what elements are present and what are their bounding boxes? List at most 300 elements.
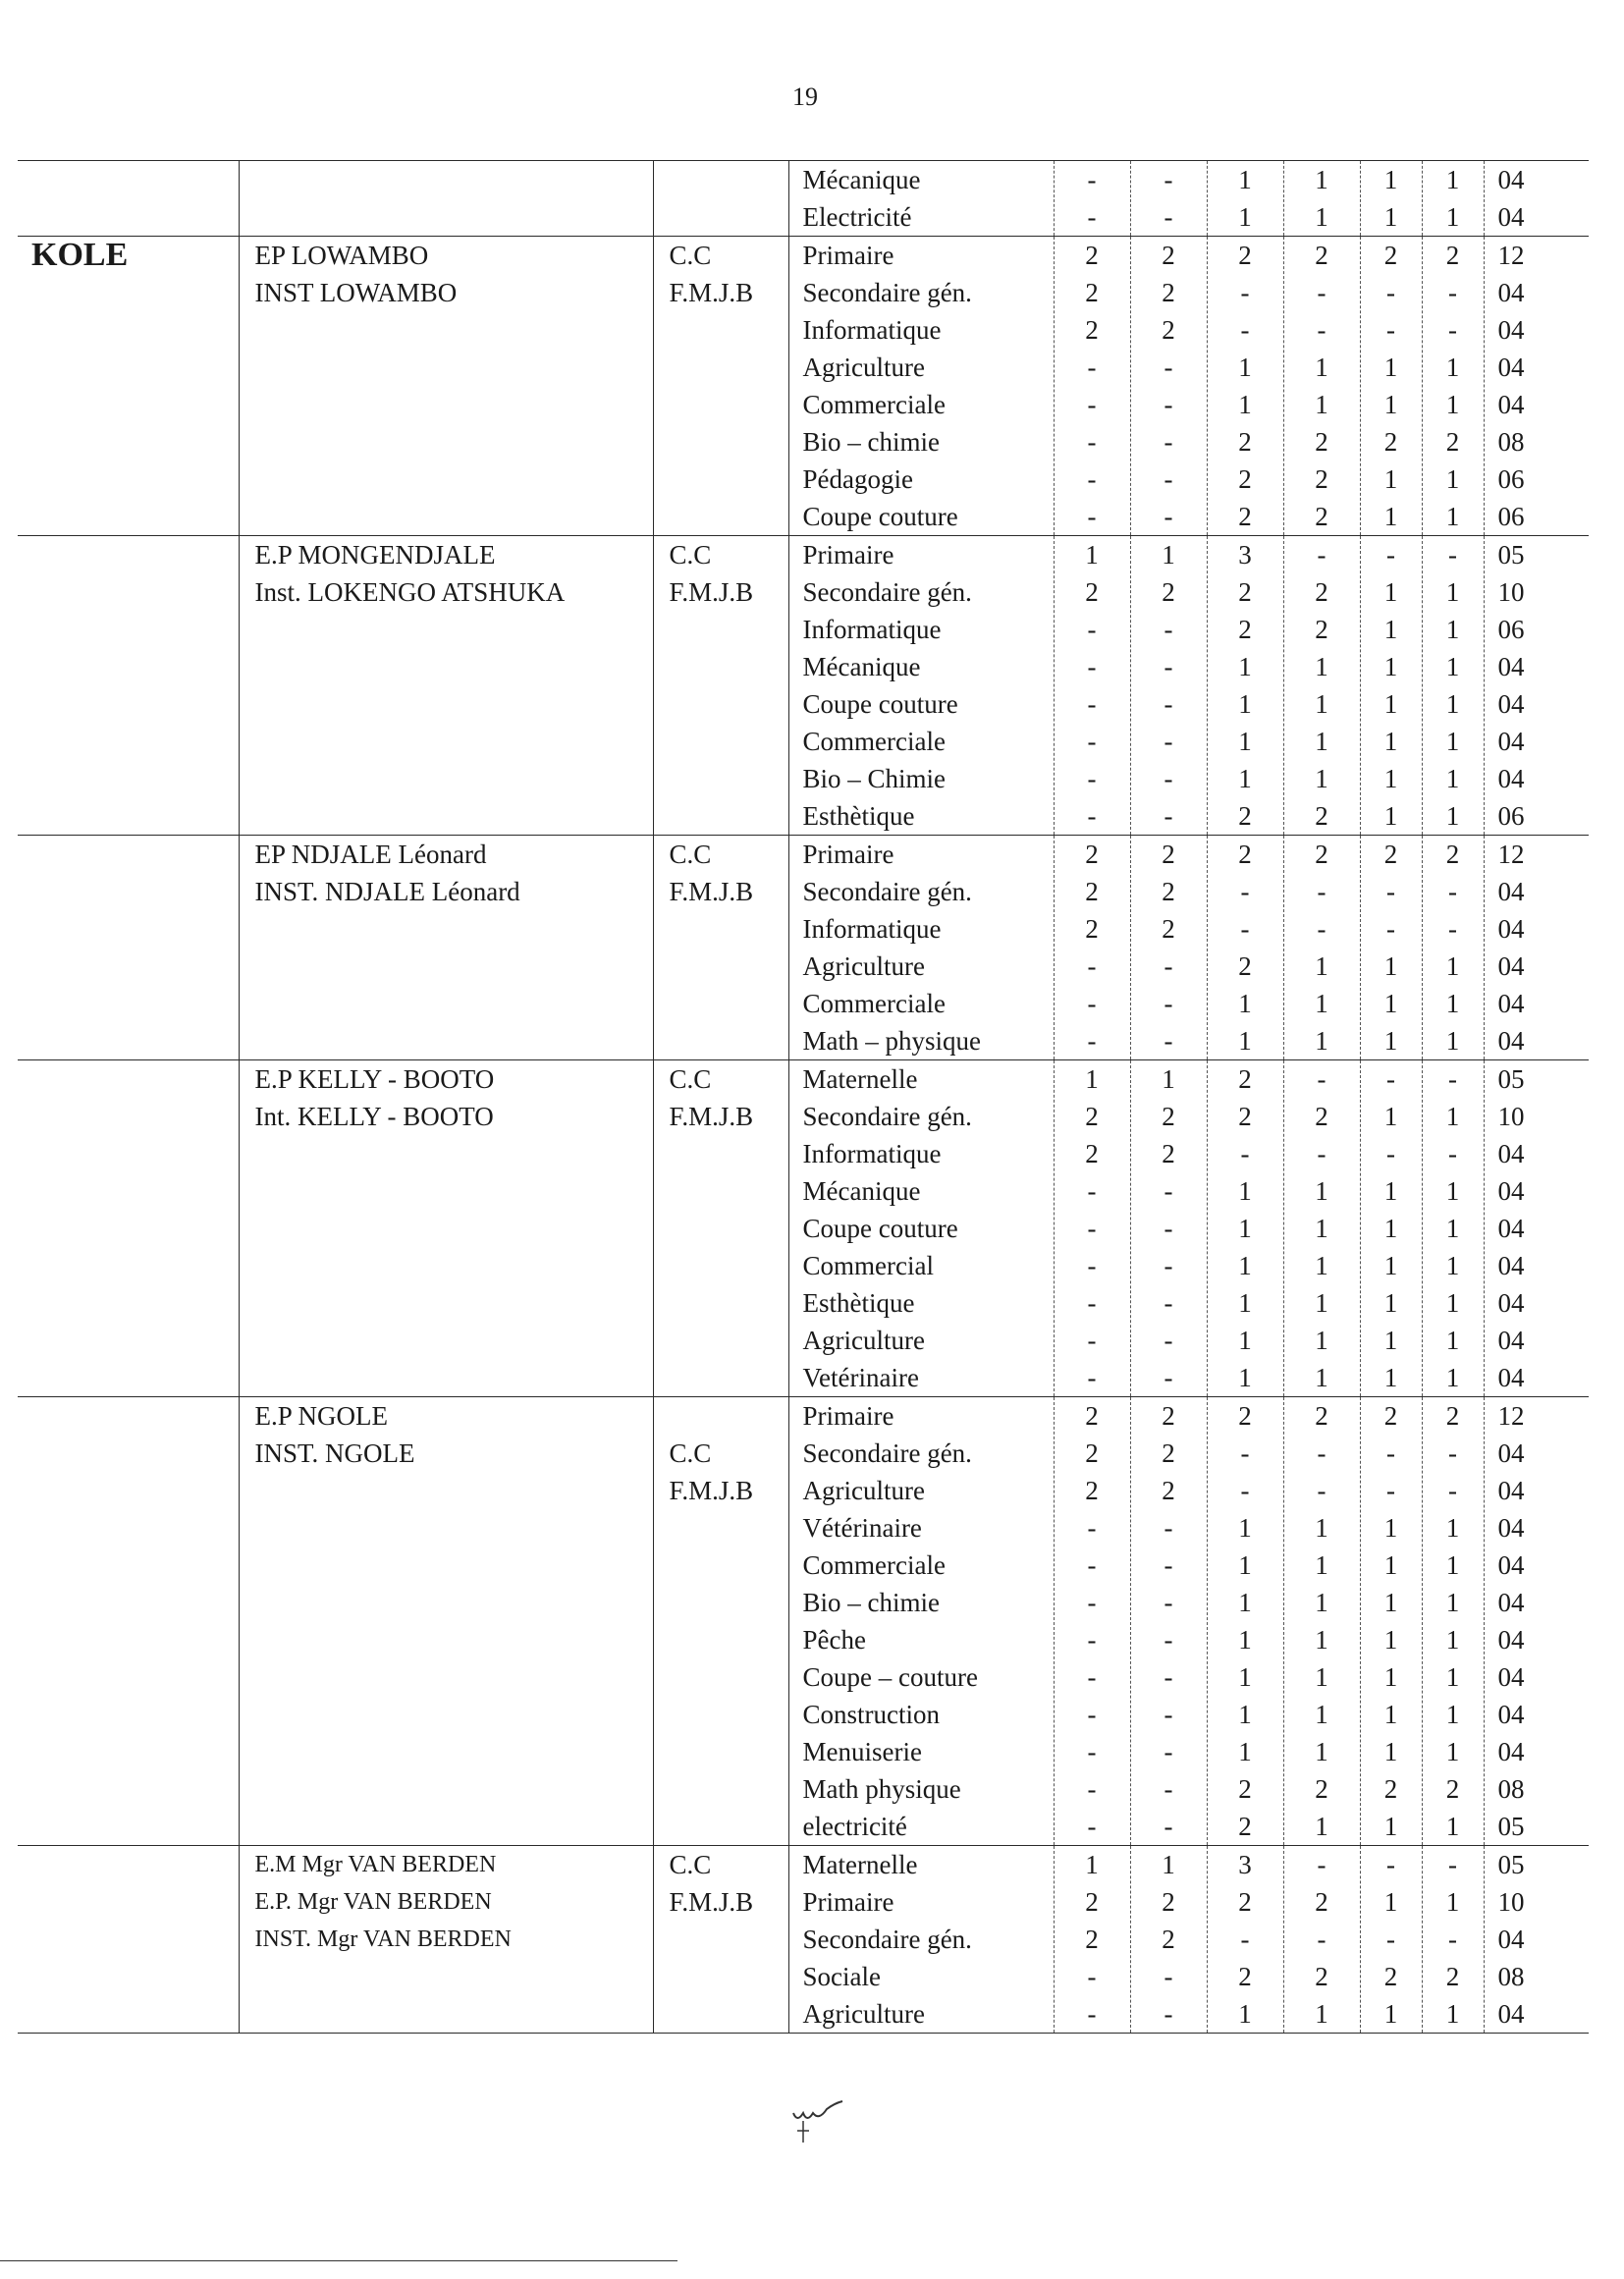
count-value: - <box>1087 615 1097 644</box>
count-value: 2 <box>1238 1962 1252 1991</box>
count-value: - <box>1164 1176 1173 1206</box>
count-value: 1 <box>1085 1064 1099 1094</box>
count-cell <box>1130 536 1207 836</box>
count-value: 1 <box>1445 1176 1460 1206</box>
count-value: - <box>1240 1139 1250 1168</box>
count-value: 1 <box>1238 764 1252 793</box>
count-value: 1 <box>1238 165 1252 194</box>
total-value: 04 <box>1497 1513 1525 1543</box>
count-value: - <box>1087 1251 1097 1280</box>
count-cell <box>1207 1060 1283 1397</box>
count-value: - <box>1087 1026 1097 1056</box>
speciality-name: Informatique <box>802 315 942 345</box>
total-value: 04 <box>1497 652 1525 681</box>
count-value: 1 <box>1383 1102 1398 1131</box>
count-value: 2 <box>1315 615 1328 644</box>
count-value: - <box>1448 1476 1457 1505</box>
school-name: EP NDJALE Léonard <box>254 840 487 869</box>
count-value: 2 <box>1162 278 1175 307</box>
speciality-name: Mécanique <box>802 165 921 194</box>
count-value: 1 <box>1238 1588 1252 1617</box>
count-cell <box>1360 536 1422 836</box>
count-value: 1 <box>1315 951 1328 981</box>
signature-mark <box>785 2091 884 2150</box>
count-value: 2 <box>1445 1774 1460 1804</box>
speciality-name: Secondaire gén. <box>802 1438 972 1468</box>
count-value: - <box>1087 1326 1097 1355</box>
count-value: 1 <box>1315 1588 1328 1617</box>
total-cell <box>1484 237 1589 536</box>
count-cell <box>1207 161 1283 237</box>
count-value: 2 <box>1238 1102 1252 1131</box>
speciality-name: Mécanique <box>802 1176 921 1206</box>
count-value: 1 <box>1383 390 1398 419</box>
count-cell <box>1207 836 1283 1060</box>
count-value: - <box>1164 1288 1173 1318</box>
school-name: INST. Mgr VAN BERDEN <box>254 1926 512 1952</box>
count-value: 2 <box>1162 1401 1175 1431</box>
count-cell <box>1207 1846 1283 2034</box>
count-value: - <box>1087 951 1097 981</box>
count-value: 1 <box>1445 652 1460 681</box>
total-value: 04 <box>1497 1176 1525 1206</box>
count-cell <box>1360 1060 1422 1397</box>
count-value: - <box>1087 1737 1097 1766</box>
count-value: 2 <box>1383 840 1398 869</box>
count-value: 1 <box>1383 615 1398 644</box>
count-value: - <box>1164 353 1173 382</box>
count-value: 2 <box>1238 502 1252 531</box>
count-cell <box>1422 1060 1484 1397</box>
speciality-name: Math physique <box>802 1774 961 1804</box>
count-cell <box>1422 161 1484 237</box>
total-cell <box>1484 161 1589 237</box>
count-value: 1 <box>1383 202 1398 232</box>
count-value: 1 <box>1315 202 1328 232</box>
total-cell <box>1484 836 1589 1060</box>
count-value: 2 <box>1238 577 1252 607</box>
count-cell <box>1422 1846 1484 2034</box>
count-value: 1 <box>1383 1700 1398 1729</box>
speciality-cell <box>788 536 1054 836</box>
count-value: 2 <box>1445 1401 1460 1431</box>
count-value: - <box>1087 1812 1097 1841</box>
count-value: 2 <box>1315 1887 1328 1917</box>
speciality-name: Commerciale <box>802 727 946 756</box>
count-value: 1 <box>1315 1176 1328 1206</box>
total-value: 04 <box>1497 1476 1525 1505</box>
count-value: 2 <box>1383 241 1398 270</box>
speciality-name: Esthètique <box>802 801 915 831</box>
speciality-cell <box>788 161 1054 237</box>
count-value: 2 <box>1162 1887 1175 1917</box>
total-value: 04 <box>1497 1026 1525 1056</box>
total-cell <box>1484 536 1589 836</box>
management-label: C.C <box>669 540 712 570</box>
count-value: 2 <box>1162 1925 1175 1954</box>
total-value: 04 <box>1497 764 1525 793</box>
school-names-cell <box>239 836 653 1060</box>
count-value: 1 <box>1315 353 1328 382</box>
total-value: 04 <box>1497 914 1525 944</box>
total-value: 10 <box>1497 1102 1525 1131</box>
total-value: 04 <box>1497 1737 1525 1766</box>
count-value: - <box>1164 427 1173 457</box>
count-value: - <box>1386 540 1395 570</box>
count-value: - <box>1164 390 1173 419</box>
count-cell <box>1283 536 1360 836</box>
count-value: 1 <box>1238 202 1252 232</box>
count-value: 1 <box>1383 951 1398 981</box>
count-value: 1 <box>1315 1550 1328 1580</box>
count-value: - <box>1087 764 1097 793</box>
count-value: - <box>1087 464 1097 494</box>
count-value: 2 <box>1085 577 1099 607</box>
count-value: 1 <box>1315 727 1328 756</box>
count-value: 1 <box>1315 1288 1328 1318</box>
total-value: 04 <box>1497 1139 1525 1168</box>
count-value: 1 <box>1445 502 1460 531</box>
count-value: 1 <box>1315 1026 1328 1056</box>
count-value: - <box>1087 801 1097 831</box>
count-value: 2 <box>1315 1102 1328 1131</box>
count-value: - <box>1317 278 1326 307</box>
speciality-name: Agriculture <box>802 951 925 981</box>
total-value: 04 <box>1497 689 1525 719</box>
management-label: C.C <box>669 1064 712 1094</box>
count-cell <box>1054 536 1130 836</box>
speciality-name: Bio – Chimie <box>802 764 947 793</box>
school-name: INST. NGOLE <box>254 1438 415 1468</box>
count-value: 2 <box>1085 914 1099 944</box>
count-value: 1 <box>1383 1625 1398 1655</box>
count-value: 1 <box>1383 1251 1398 1280</box>
count-value: - <box>1087 1774 1097 1804</box>
district-name: KOLE <box>31 237 129 273</box>
speciality-name: Math – physique <box>802 1026 981 1056</box>
count-cell <box>1130 836 1207 1060</box>
count-cell <box>1207 536 1283 836</box>
count-value: - <box>1164 464 1173 494</box>
count-value: 2 <box>1238 801 1252 831</box>
count-value: 2 <box>1238 615 1252 644</box>
speciality-name: Primaire <box>802 241 894 270</box>
count-cell <box>1360 161 1422 237</box>
count-value: - <box>1317 1476 1326 1505</box>
count-value: - <box>1317 877 1326 906</box>
count-value: - <box>1164 202 1173 232</box>
count-value: 1 <box>1445 1550 1460 1580</box>
count-value: 2 <box>1445 840 1460 869</box>
count-value: 1 <box>1315 1662 1328 1692</box>
total-value: 04 <box>1497 1214 1525 1243</box>
count-value: 1 <box>1445 1026 1460 1056</box>
total-value: 04 <box>1497 1288 1525 1318</box>
count-value: - <box>1317 1064 1326 1094</box>
count-value: - <box>1448 1850 1457 1879</box>
count-value: - <box>1240 1476 1250 1505</box>
count-value: - <box>1317 1850 1326 1879</box>
count-value: 2 <box>1238 1812 1252 1841</box>
count-value: 2 <box>1445 1962 1460 1991</box>
school-name: E.P KELLY - BOOTO <box>254 1064 495 1094</box>
count-value: 1 <box>1383 652 1398 681</box>
count-value: 2 <box>1085 877 1099 906</box>
count-value: 2 <box>1162 840 1175 869</box>
speciality-name: Informatique <box>802 1139 942 1168</box>
count-value: - <box>1448 1139 1457 1168</box>
count-value: 2 <box>1085 1401 1099 1431</box>
count-value: 2 <box>1383 1962 1398 1991</box>
count-value: 1 <box>1445 1588 1460 1617</box>
district-cell <box>18 161 239 237</box>
count-value: 1 <box>1315 1737 1328 1766</box>
district-cell <box>18 536 239 836</box>
count-value: 1 <box>1445 689 1460 719</box>
count-value: 1 <box>1445 1812 1460 1841</box>
total-value: 04 <box>1497 1662 1525 1692</box>
count-value: - <box>1087 1588 1097 1617</box>
count-value: 2 <box>1315 1962 1328 1991</box>
count-value: 2 <box>1162 241 1175 270</box>
count-value: - <box>1448 315 1457 345</box>
count-value: - <box>1087 1700 1097 1729</box>
count-value: - <box>1386 877 1395 906</box>
count-value: 1 <box>1383 464 1398 494</box>
total-value: 08 <box>1497 1962 1525 1991</box>
count-value: - <box>1087 165 1097 194</box>
count-value: - <box>1386 1476 1395 1505</box>
count-value: 2 <box>1085 278 1099 307</box>
count-value: 1 <box>1445 1999 1460 2029</box>
count-value: - <box>1087 502 1097 531</box>
count-cell <box>1422 1397 1484 1846</box>
count-value: - <box>1087 1625 1097 1655</box>
speciality-name: Primaire <box>802 540 894 570</box>
management-label: C.C <box>669 1438 712 1468</box>
count-value: - <box>1317 914 1326 944</box>
count-value: - <box>1317 1438 1326 1468</box>
count-value: 3 <box>1238 1850 1252 1879</box>
total-value: 12 <box>1497 1401 1525 1431</box>
count-value: - <box>1386 315 1395 345</box>
count-value: 1 <box>1238 1326 1252 1355</box>
count-value: - <box>1087 1363 1097 1392</box>
total-value: 04 <box>1497 1438 1525 1468</box>
count-value: 1 <box>1085 540 1099 570</box>
count-value: 1 <box>1445 1625 1460 1655</box>
count-value: - <box>1386 1139 1395 1168</box>
count-value: 1 <box>1445 801 1460 831</box>
count-value: - <box>1386 1064 1395 1094</box>
count-value: - <box>1164 951 1173 981</box>
count-value: 2 <box>1238 1887 1252 1917</box>
count-value: 2 <box>1238 1064 1252 1094</box>
count-value: 2 <box>1383 1774 1398 1804</box>
count-value: 1 <box>1445 727 1460 756</box>
count-value: 1 <box>1445 1513 1460 1543</box>
count-value: 1 <box>1238 353 1252 382</box>
count-value: - <box>1448 1438 1457 1468</box>
count-value: 1 <box>1315 1363 1328 1392</box>
count-value: 1 <box>1315 1214 1328 1243</box>
school-group-row <box>18 1846 1589 2034</box>
school-name: E.P MONGENDJALE <box>254 540 496 570</box>
district-cell <box>18 1846 239 2034</box>
count-cell <box>1130 1397 1207 1846</box>
count-value: 1 <box>1445 202 1460 232</box>
count-value: 1 <box>1383 689 1398 719</box>
count-value: 1 <box>1445 1363 1460 1392</box>
count-value: 2 <box>1085 840 1099 869</box>
count-value: 2 <box>1162 1102 1175 1131</box>
count-value: - <box>1164 1363 1173 1392</box>
count-value: 2 <box>1162 1476 1175 1505</box>
count-value: - <box>1164 1588 1173 1617</box>
count-value: 1 <box>1315 1812 1328 1841</box>
count-value: 1 <box>1383 1999 1398 2029</box>
count-value: 1 <box>1383 1326 1398 1355</box>
count-value: 1 <box>1315 390 1328 419</box>
count-value: - <box>1087 652 1097 681</box>
count-cell <box>1130 1846 1207 2034</box>
count-value: 2 <box>1315 801 1328 831</box>
speciality-name: Secondaire gén. <box>802 1102 972 1131</box>
count-value: 1 <box>1238 1550 1252 1580</box>
count-value: 1 <box>1238 1662 1252 1692</box>
count-value: 1 <box>1383 165 1398 194</box>
count-value: 1 <box>1383 1588 1398 1617</box>
management-label: F.M.J.B <box>669 1102 754 1131</box>
management-cell <box>653 1397 788 1846</box>
count-value: 1 <box>1445 577 1460 607</box>
count-value: - <box>1164 989 1173 1018</box>
count-value: 2 <box>1238 464 1252 494</box>
count-value: 2 <box>1315 840 1328 869</box>
total-value: 05 <box>1497 1064 1525 1094</box>
count-value: 1 <box>1445 615 1460 644</box>
speciality-name: Menuiserie <box>802 1737 922 1766</box>
count-value: - <box>1164 1737 1173 1766</box>
bottom-rule <box>0 2260 677 2261</box>
total-value: 04 <box>1497 165 1525 194</box>
count-value: 2 <box>1383 1401 1398 1431</box>
count-value: 2 <box>1238 427 1252 457</box>
count-value: 1 <box>1445 165 1460 194</box>
count-value: 1 <box>1238 1625 1252 1655</box>
count-value: - <box>1164 165 1173 194</box>
speciality-name: Informatique <box>802 615 942 644</box>
count-value: 1 <box>1445 951 1460 981</box>
count-value: - <box>1164 1513 1173 1543</box>
count-value: 2 <box>1238 951 1252 981</box>
total-value: 12 <box>1497 241 1525 270</box>
count-value: 1 <box>1383 353 1398 382</box>
district-cell <box>18 1060 239 1397</box>
count-value: 1 <box>1383 1214 1398 1243</box>
total-value: 08 <box>1497 427 1525 457</box>
count-value: 1 <box>1315 1999 1328 2029</box>
total-value: 08 <box>1497 1774 1525 1804</box>
management-label: C.C <box>669 1850 712 1879</box>
count-value: 1 <box>1315 1700 1328 1729</box>
management-label: C.C <box>669 840 712 869</box>
count-value: 1 <box>1238 1288 1252 1318</box>
school-name: E.M Mgr VAN BERDEN <box>254 1852 497 1877</box>
count-value: - <box>1240 877 1250 906</box>
count-value: - <box>1164 1774 1173 1804</box>
school-group-row <box>18 836 1589 1060</box>
total-value: 04 <box>1497 989 1525 1018</box>
count-value: 1 <box>1383 801 1398 831</box>
page-number: 19 <box>792 82 818 111</box>
total-value: 12 <box>1497 840 1525 869</box>
speciality-name: Secondaire gén. <box>802 577 972 607</box>
count-value: 1 <box>1162 1064 1175 1094</box>
speciality-name: Primaire <box>802 1401 894 1431</box>
count-cell <box>1054 1060 1130 1397</box>
count-value: 2 <box>1162 1438 1175 1468</box>
total-value: 04 <box>1497 877 1525 906</box>
total-value: 06 <box>1497 801 1525 831</box>
count-value: - <box>1240 315 1250 345</box>
count-value: - <box>1087 1176 1097 1206</box>
count-value: - <box>1164 1700 1173 1729</box>
count-value: - <box>1164 764 1173 793</box>
count-value: 2 <box>1085 241 1099 270</box>
count-value: 1 <box>1162 540 1175 570</box>
total-value: 10 <box>1497 1887 1525 1917</box>
count-value: 2 <box>1085 1887 1099 1917</box>
count-value: - <box>1164 1326 1173 1355</box>
management-label: F.M.J.B <box>669 1887 754 1917</box>
count-value: 2 <box>1162 315 1175 345</box>
total-value: 06 <box>1497 464 1525 494</box>
count-value: - <box>1087 202 1097 232</box>
total-value: 04 <box>1497 1326 1525 1355</box>
count-cell <box>1360 237 1422 536</box>
count-value: 1 <box>1238 1214 1252 1243</box>
count-cell <box>1207 237 1283 536</box>
count-value: 2 <box>1445 427 1460 457</box>
school-group-row <box>18 1397 1589 1846</box>
total-value: 04 <box>1497 1251 1525 1280</box>
count-value: - <box>1087 1962 1097 1991</box>
count-value: - <box>1448 540 1457 570</box>
count-value: - <box>1317 1925 1326 1954</box>
count-value: 1 <box>1445 464 1460 494</box>
speciality-name: Agriculture <box>802 1326 925 1355</box>
count-value: - <box>1164 1812 1173 1841</box>
management-label: F.M.J.B <box>669 1476 754 1505</box>
count-value: 1 <box>1238 1700 1252 1729</box>
count-value: - <box>1386 278 1395 307</box>
count-value: 1 <box>1315 689 1328 719</box>
count-value: - <box>1317 315 1326 345</box>
count-value: 1 <box>1383 1513 1398 1543</box>
count-value: 1 <box>1238 1026 1252 1056</box>
school-names-cell <box>239 536 653 836</box>
count-value: - <box>1164 652 1173 681</box>
count-value: - <box>1164 689 1173 719</box>
count-value: 1 <box>1383 1288 1398 1318</box>
count-value: - <box>1317 540 1326 570</box>
count-value: 1 <box>1238 1999 1252 2029</box>
total-value: 06 <box>1497 502 1525 531</box>
speciality-name: electricité <box>802 1812 907 1841</box>
speciality-cell <box>788 1846 1054 2034</box>
speciality-name: Esthètique <box>802 1288 915 1318</box>
